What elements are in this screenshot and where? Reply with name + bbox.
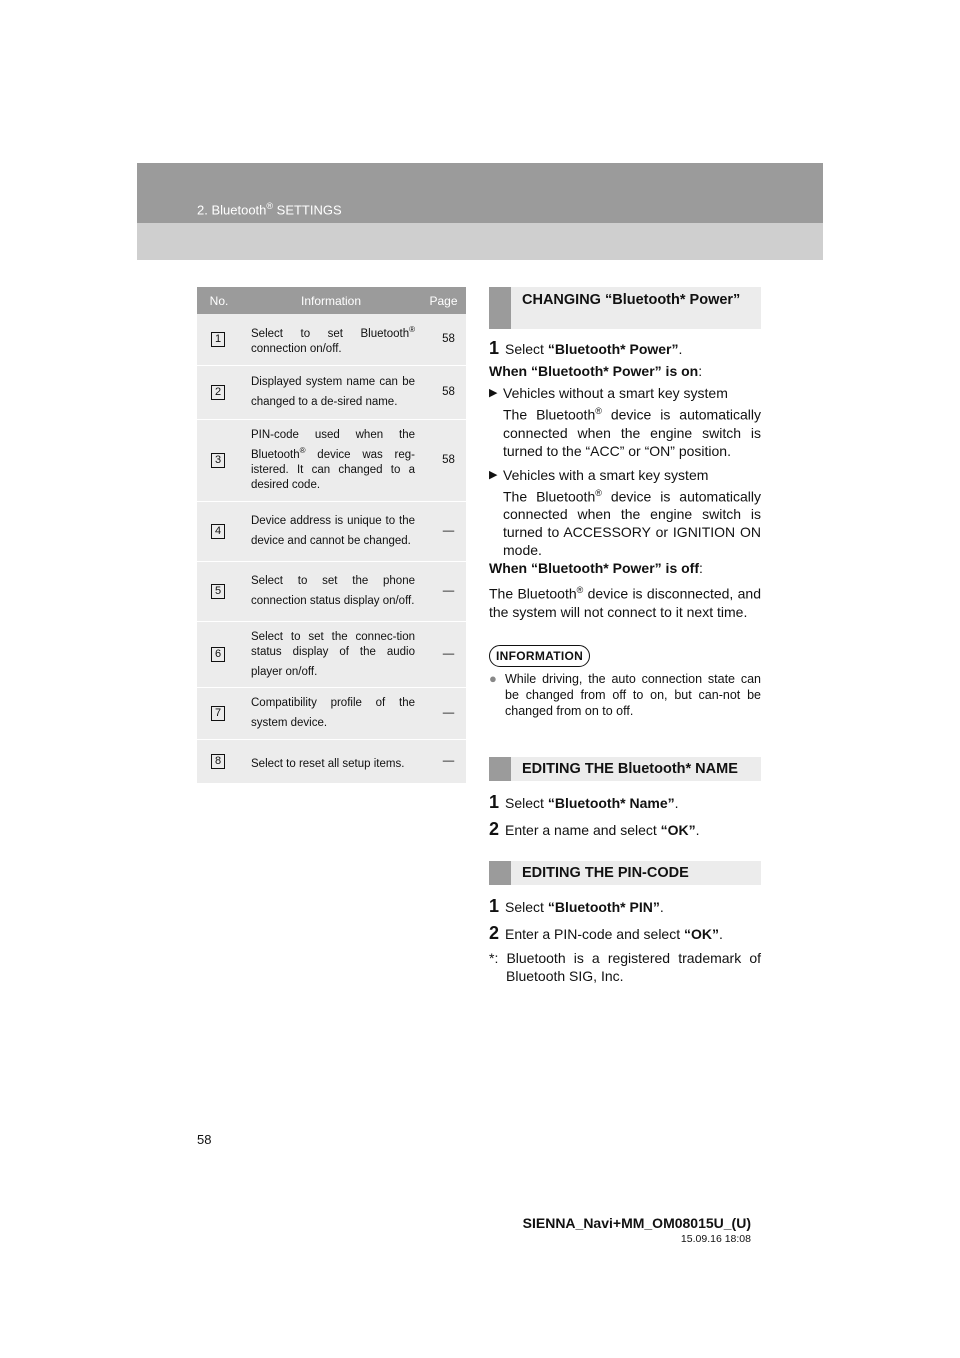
row-page: — bbox=[421, 621, 466, 688]
row-information: Device address is unique to the device and cannot be changed. bbox=[241, 501, 421, 561]
information-box bbox=[489, 645, 761, 719]
bullet-dot-icon: ● bbox=[489, 670, 497, 686]
row-page: — bbox=[421, 501, 466, 561]
row-number: 3 bbox=[197, 419, 241, 501]
row-information: Select to set the phone connection status display on/off. bbox=[241, 561, 421, 621]
name-step-2: 2 Enter a name and select “OK”. bbox=[489, 818, 700, 839]
document-id: SIENNA_Navi+MM_OM08015U_(U) bbox=[522, 1215, 751, 1231]
power-off-label: When “Bluetooth* Power” is off: bbox=[489, 560, 703, 577]
power-on-label: When “Bluetooth* Power” is on: bbox=[489, 363, 703, 379]
triangle-icon: ▶ bbox=[489, 387, 498, 399]
power-off-text: The Bluetooth® device is disconnected, and the system will not connect to it next time. bbox=[489, 585, 762, 620]
row-information: PIN-code used when the Bluetooth® device was reg-istered. It can changed to a desired code. bbox=[241, 419, 421, 501]
row-number: 2 bbox=[197, 365, 241, 419]
row-information: Compatibility profile of the system device. bbox=[241, 688, 421, 740]
power-bullet-no-smart-key: ▶ Vehicles without a smart key system The Bluetooth® device is automatically connected when the engine switch is turned to the “ACC” or “ON” position. bbox=[489, 385, 762, 459]
row-page: 58 bbox=[421, 365, 466, 419]
section-title: 2. Bluetooth® SETTINGS bbox=[197, 201, 342, 218]
table-row bbox=[197, 740, 466, 784]
table-header-row bbox=[197, 287, 466, 314]
trademark-footnote: *: Bluetooth is a registered trademark of Bluetooth SIG, Inc. bbox=[489, 949, 761, 984]
document-date: 15.09.16 18:08 bbox=[680, 1233, 751, 1245]
row-number: 5 bbox=[197, 561, 241, 621]
table-row bbox=[197, 688, 466, 740]
header-page: Page bbox=[421, 287, 466, 314]
power-section-heading: CHANGING “Bluetooth* Power” bbox=[489, 287, 761, 329]
info-table bbox=[197, 287, 466, 784]
header-band bbox=[137, 163, 823, 260]
table-row bbox=[197, 365, 466, 419]
row-page: 58 bbox=[421, 419, 466, 501]
name-section-heading: EDITING THE Bluetooth* NAME bbox=[489, 757, 761, 781]
row-page: — bbox=[421, 740, 466, 784]
table-row bbox=[197, 314, 466, 365]
pin-step-1: 1 Select “Bluetooth* PIN”. bbox=[489, 895, 664, 916]
table-row bbox=[197, 561, 466, 621]
information-item: ● While driving, the auto connection state can be changed from off to on, but can-not be changed from on to off. bbox=[489, 670, 761, 718]
row-number: 7 bbox=[197, 688, 241, 740]
power-bullet-smart-key: ▶ Vehicles with a smart key system The Bluetooth® device is automatically connected when the engine switch is turned to ACCESSORY or IGNITION ON mode. bbox=[489, 466, 762, 559]
page-number: 58 bbox=[197, 1132, 212, 1147]
table-row bbox=[197, 621, 466, 688]
triangle-icon: ▶ bbox=[489, 468, 498, 481]
pin-section-heading: EDITING THE PIN-CODE bbox=[489, 861, 761, 885]
header-information: Information bbox=[241, 287, 421, 314]
row-page: — bbox=[421, 688, 466, 740]
row-page: 58 bbox=[421, 314, 466, 365]
name-step-1: 1 Select “Bluetooth* Name”. bbox=[489, 791, 679, 812]
row-information: Select to reset all setup items. bbox=[241, 740, 421, 784]
row-information: Select to set Bluetooth® connection on/off. bbox=[241, 314, 421, 365]
information-label: INFORMATION bbox=[489, 645, 590, 667]
row-information: Displayed system name can be changed to a de-sired name. bbox=[241, 365, 421, 419]
pin-step-2: 2 Enter a PIN-code and select “OK”. bbox=[489, 922, 723, 943]
row-number: 8 bbox=[197, 740, 241, 784]
row-page: — bbox=[421, 561, 466, 621]
table-row bbox=[197, 419, 466, 501]
header-no: No. bbox=[197, 287, 241, 314]
row-information: Select to set the connec-tion status display of the audio player on/off. bbox=[241, 621, 421, 688]
row-number: 4 bbox=[197, 501, 241, 561]
row-number: 1 bbox=[197, 314, 241, 365]
power-step-1: 1 Select “Bluetooth* Power”. bbox=[489, 338, 683, 358]
row-number: 6 bbox=[197, 621, 241, 688]
table-row bbox=[197, 501, 466, 561]
right-column bbox=[489, 287, 761, 985]
